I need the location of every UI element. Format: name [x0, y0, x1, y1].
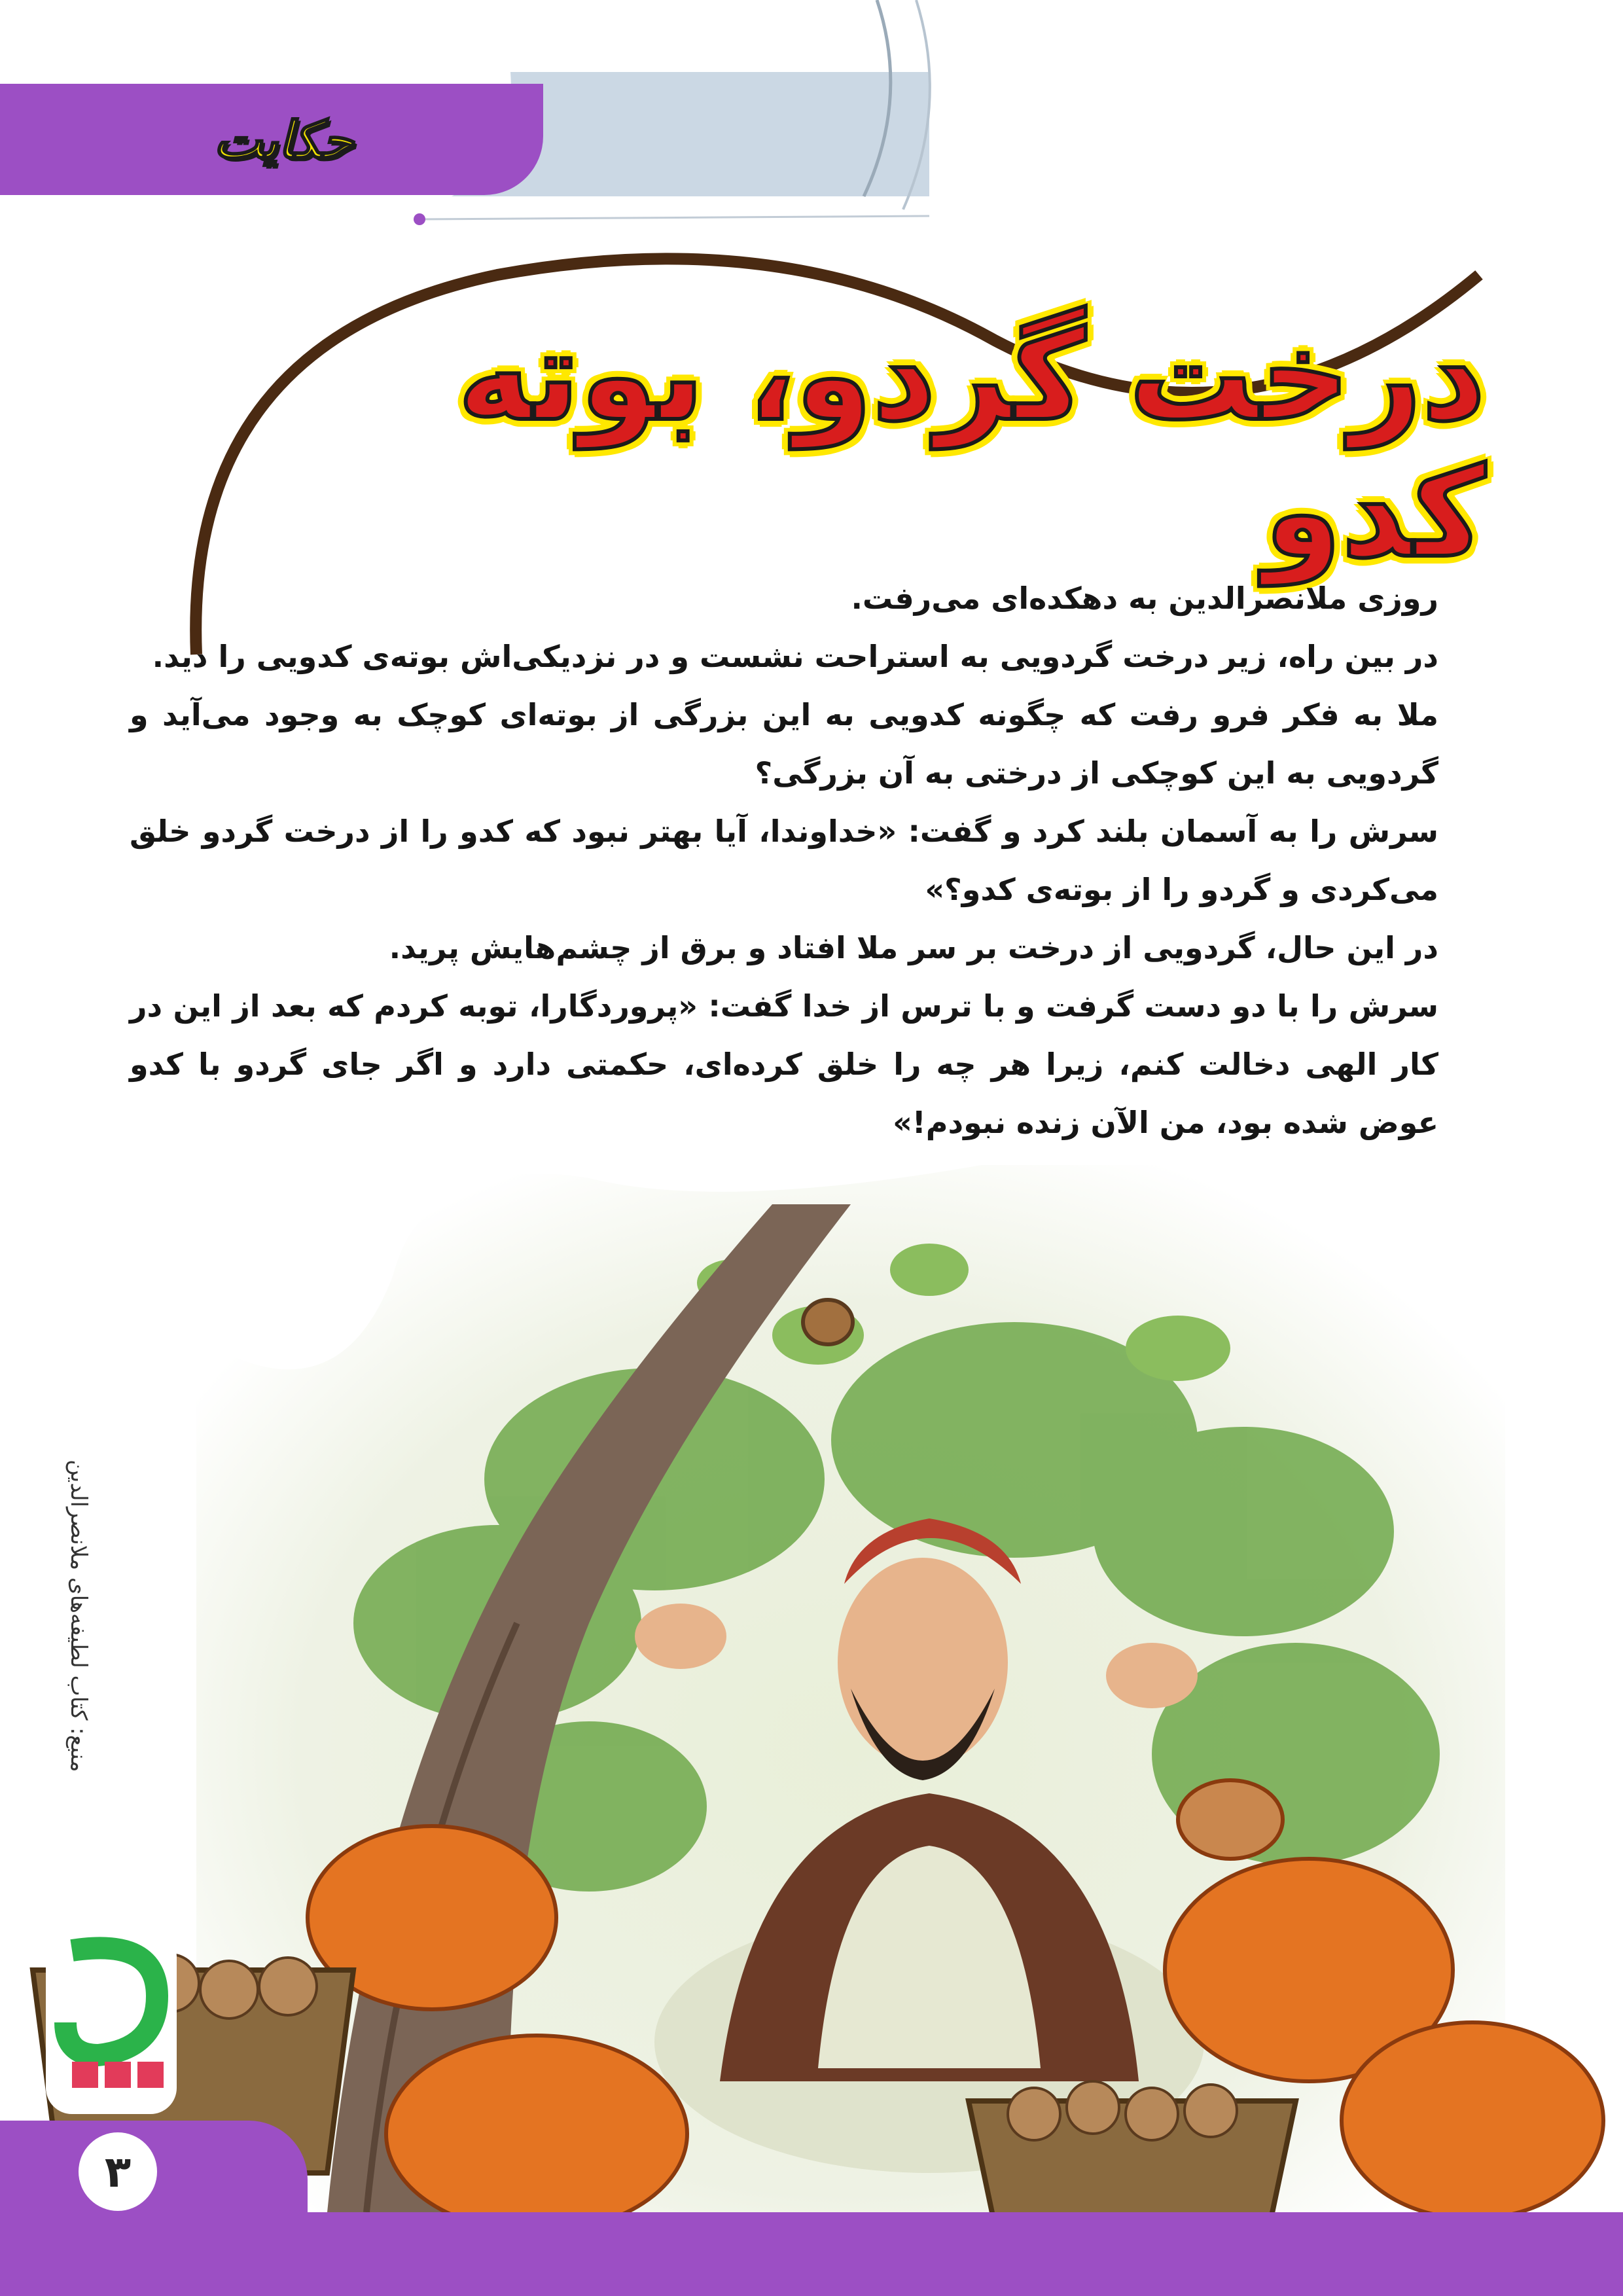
- story-title: درخت گردو، بوته کدو: [457, 304, 1486, 585]
- paragraph: در بین راه، زیر درخت گردویی به استراحت نشست و در نزدیکی‌اش بوته‌ی کدویی را دید.: [152, 639, 1438, 674]
- paragraph: روزی ملانصرالدین به دهکده‌ای می‌رفت.: [851, 581, 1438, 616]
- paragraph: در این حال، گردویی از درخت بر سر ملا افتاد و برق از چشم‌هایش پرید.: [389, 930, 1438, 965]
- paragraph: ملا به فکر فرو رفت که چگونه کدویی به این بزرگی از بوته‌ای کوچک به وجود می‌آید و گردویی به این کوچکی از درختی به آن بزرگی؟: [130, 697, 1438, 791]
- source-note: منبع: کتاب لطیفه‌های ملانصرالدین: [65, 1460, 92, 1772]
- story-body: [130, 569, 1438, 1152]
- section-label: حکایت: [213, 111, 353, 170]
- magazine-logo-icon: [26, 1924, 196, 2121]
- paragraph: سرش را با دو دست گرفت و با ترس از خدا گفت: «پروردگارا، توبه کردم که بعد از این در کار الهی دخالت کنم، زیرا هر چه را خلق کرده‌ای، حکمتی دارد و اگر جای گردو با کدو عوض شده بود، من الآن زنده نبودم!»: [130, 988, 1438, 1140]
- page-number: ۳: [79, 2132, 157, 2211]
- paragraph: سرش را به آسمان بلند کرد و گفت: «خداوندا، آیا بهتر نبود که کدو را از درخت گردو خلق می‌کردی و گردو را از بوته‌ی کدو؟»: [130, 814, 1438, 907]
